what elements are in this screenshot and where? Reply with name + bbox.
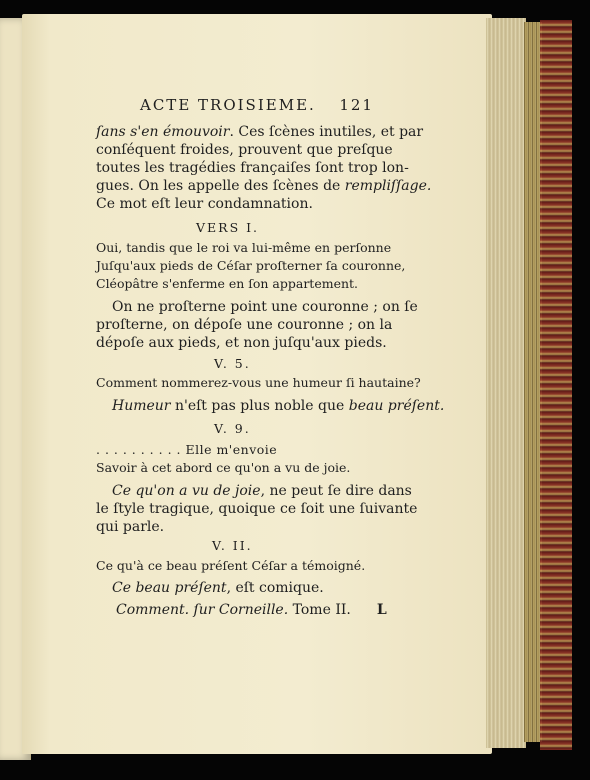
paragraph4-line1-rest: , ne peut ſe dire dans bbox=[260, 483, 412, 499]
verse1-line3: Cléopâtre s'enferme en ſon appartement. bbox=[96, 276, 359, 291]
paragraph1-line4-start: gues. On les appelle des ſcènes de bbox=[96, 178, 345, 194]
paragraph1-line4-italic: rempliſſage. bbox=[344, 178, 432, 194]
paragraph5-italic: Ce beau préſent bbox=[112, 580, 227, 596]
page-number: 121 bbox=[339, 96, 374, 114]
paragraph4-line3: qui parle. bbox=[96, 519, 165, 535]
paragraph1-line1-rest: . Ces ſcènes inutiles, et par bbox=[229, 124, 424, 140]
paragraph1-line5: Ce mot eſt leur condamnation. bbox=[96, 196, 313, 212]
footer-italic: Comment. ſur Corneille. bbox=[116, 602, 289, 618]
section-heading-vers-1: VERS I. bbox=[196, 220, 260, 235]
running-head-title: ACTE TROISIEME. bbox=[140, 96, 316, 114]
signature-mark: L bbox=[376, 602, 387, 618]
verse1-line2: Juſqu'aux pieds de Céſar proſterner ſa couronne, bbox=[96, 258, 406, 273]
verse3-line1: . . . . . . . . . . Elle m'envoie bbox=[96, 442, 278, 457]
section-heading-v5: V. 5. bbox=[214, 356, 251, 371]
paragraph4-line2: le ſtyle tragique, quoique ce ſoit une ſuivante bbox=[96, 501, 418, 517]
paragraph2-line2: proſterne, on dépoſe une couronne ; on la bbox=[96, 317, 393, 333]
paragraph3 bbox=[112, 398, 444, 414]
paragraph5-rest: , eſt comique. bbox=[226, 580, 324, 596]
paragraph3-italic1: Humeur bbox=[112, 398, 171, 414]
paragraph1-line1 bbox=[96, 124, 423, 140]
paragraph3-italic2: beau préſent. bbox=[348, 398, 445, 414]
paragraph5 bbox=[112, 580, 324, 596]
binding-decoration bbox=[540, 20, 572, 750]
section-heading-v9: V. 9. bbox=[214, 421, 251, 436]
page-stack-edge bbox=[486, 18, 526, 748]
paragraph1-italic: ſans s'en émouvoir bbox=[96, 124, 230, 140]
paragraph1-line2: conſéquent froides, prouvent que preſque bbox=[96, 142, 393, 158]
paragraph1-line4 bbox=[96, 178, 431, 194]
paragraph1-line3: toutes les tragédies françaiſes ſont trop lon- bbox=[96, 160, 409, 176]
paragraph3-middle: n'eſt pas plus noble que bbox=[170, 398, 349, 414]
verse3-line2: Savoir à cet abord ce qu'on a vu de joie. bbox=[96, 460, 351, 475]
paragraph2-line1: On ne proſterne point une couronne ; on ſe bbox=[112, 299, 418, 315]
footer-rest: Tome II. bbox=[288, 602, 351, 618]
paragraph4-line1 bbox=[112, 483, 412, 499]
footer-signature-line bbox=[116, 602, 387, 618]
paragraph4-italic: Ce qu'on a vu de joie bbox=[112, 483, 261, 499]
verse4-line: Ce qu'à ce beau préſent Céſar a témoigné. bbox=[96, 558, 366, 573]
paragraph2-line3: dépoſe aux pieds, et non juſqu'aux pieds. bbox=[96, 335, 387, 351]
verse1-line1: Oui, tandis que le roi va lui-même en perſonne bbox=[96, 240, 392, 255]
running-head bbox=[140, 96, 374, 114]
section-heading-v11: V. II. bbox=[212, 538, 253, 553]
verse2-line: Comment nommerez-vous une humeur ſi hautaine? bbox=[96, 375, 421, 390]
